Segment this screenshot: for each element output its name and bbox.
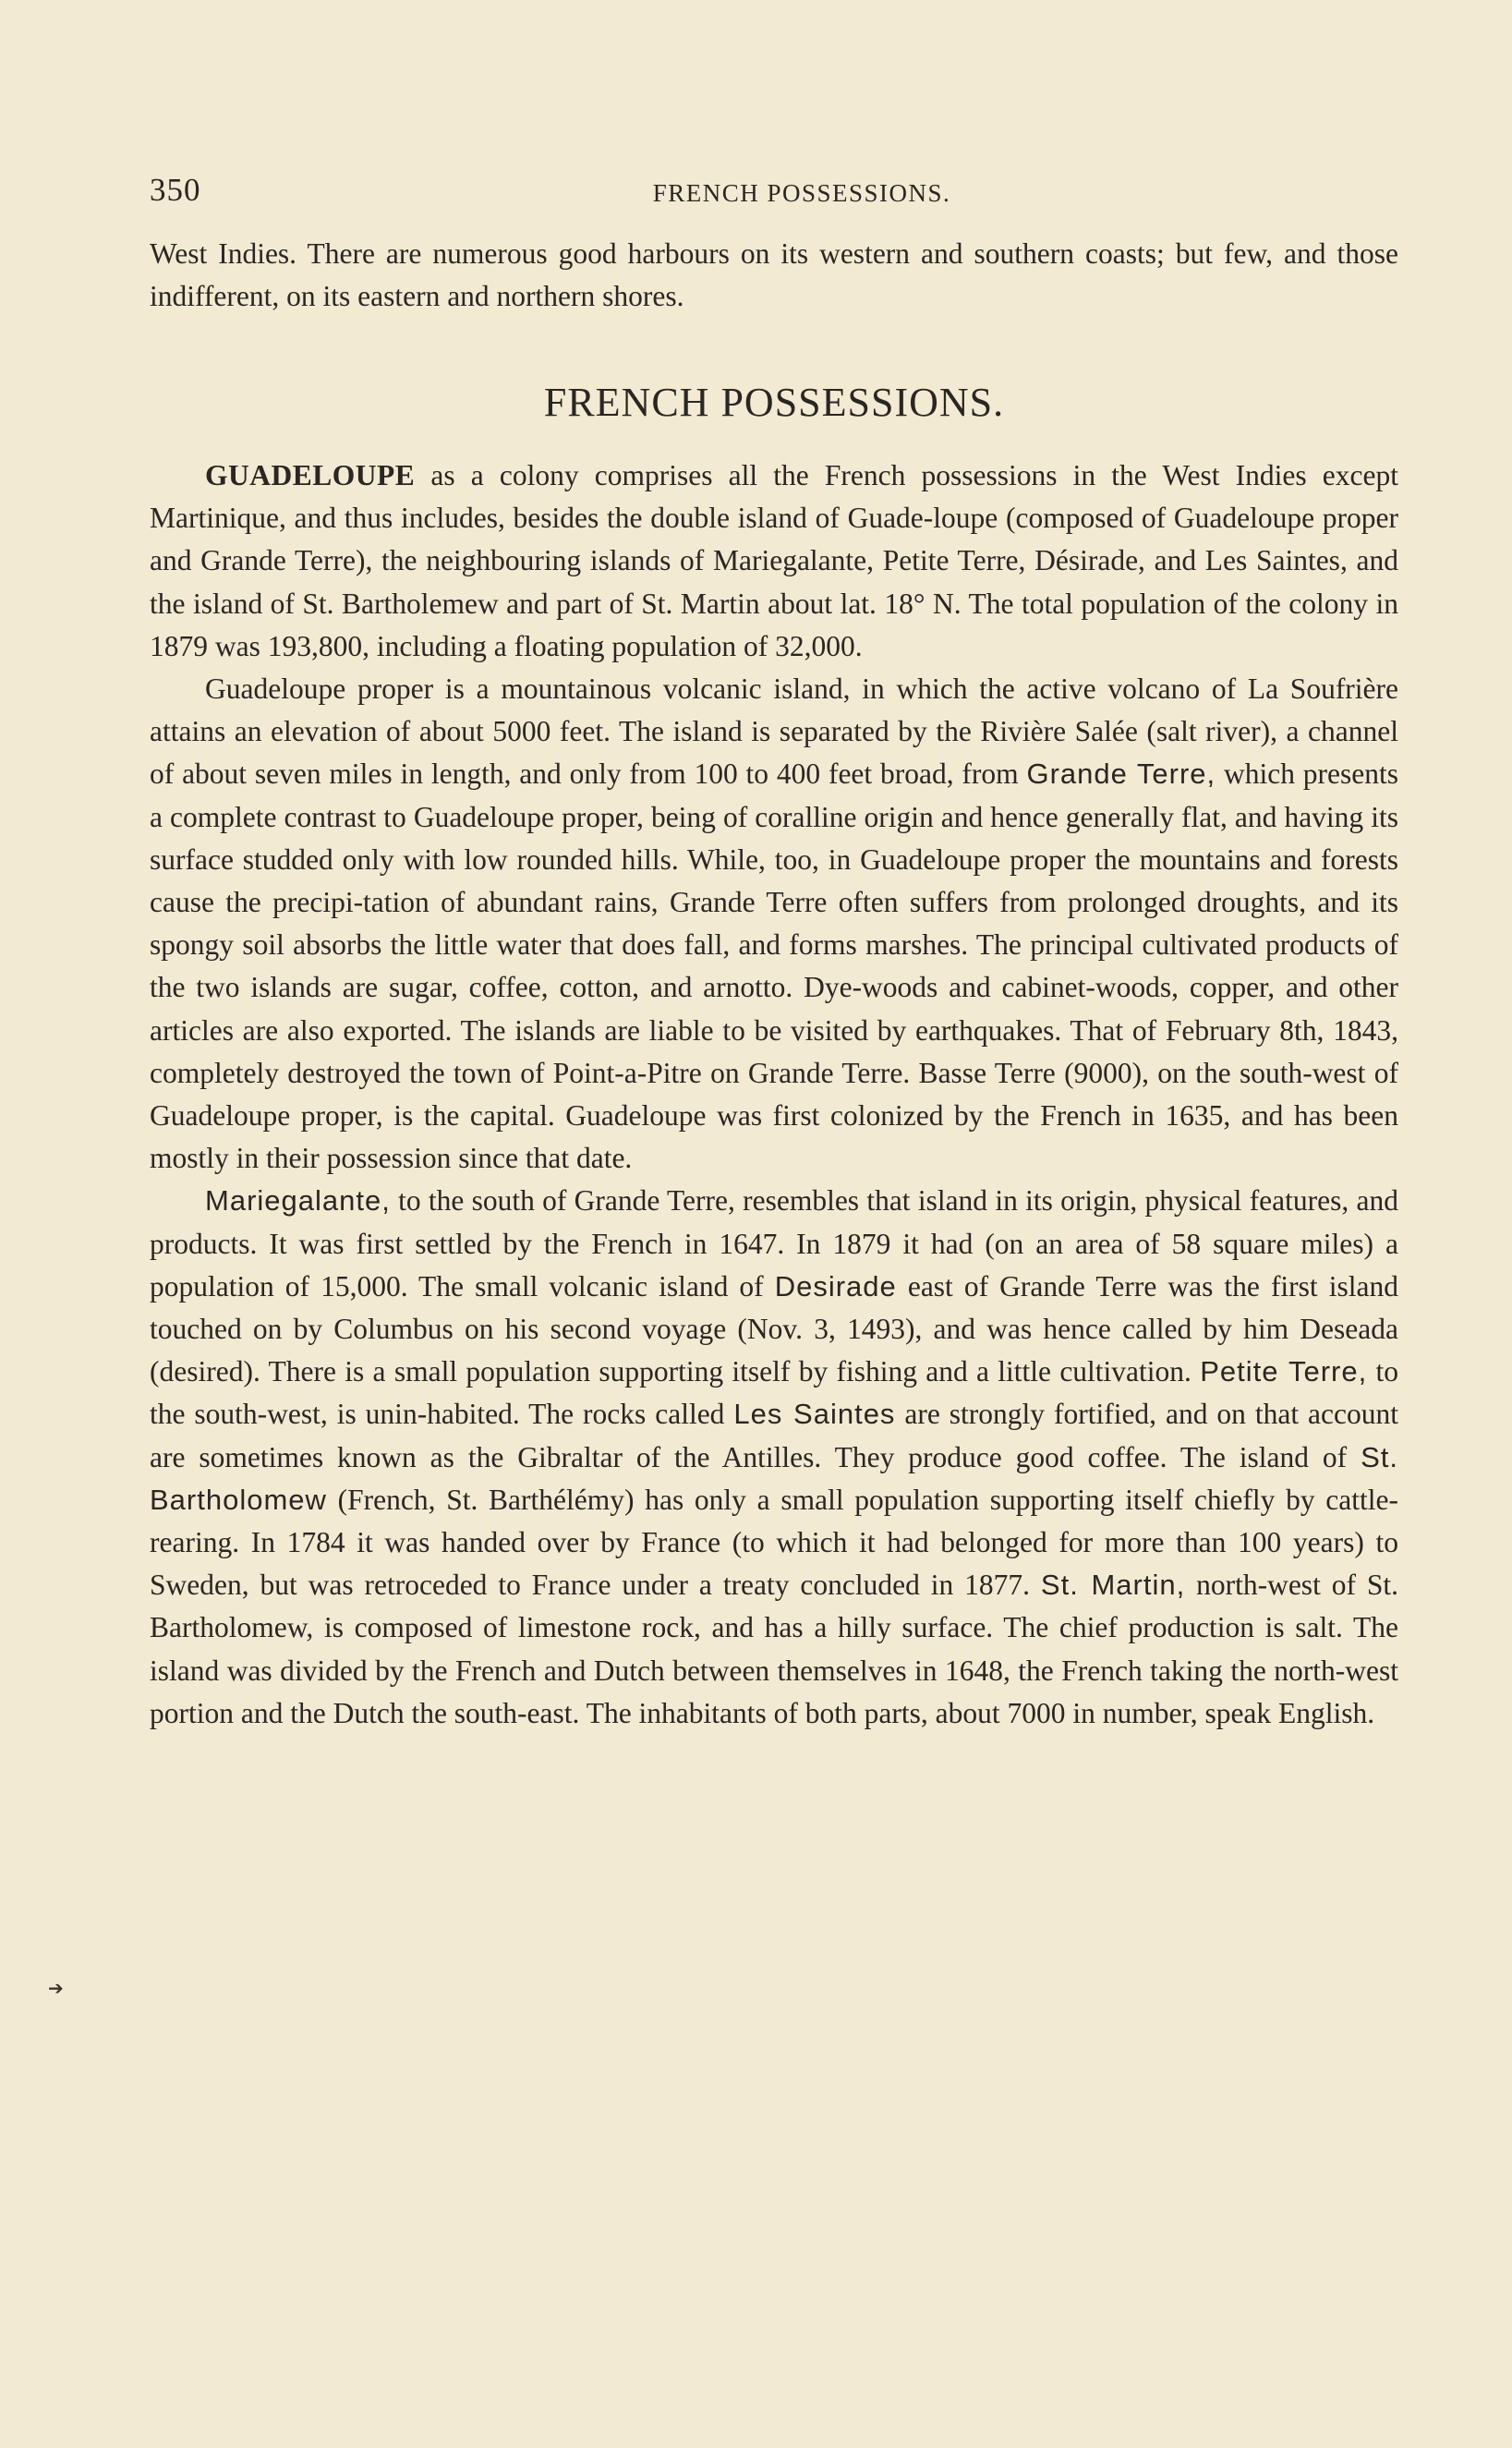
running-title: FRENCH POSSESSIONS. [652, 179, 951, 207]
place-name-petite-terre: Petite Terre, [1200, 1355, 1368, 1388]
paragraph-text: The total population of the colony in 1879 was 193,800, including a floating population of 32,000. [150, 587, 1398, 662]
margin-mark-icon: ➔ [48, 1977, 64, 1999]
paragraph-text: (French, St. Barthélémy) has only a small population supporting itself chiefly by cattle-rearing. In 1784 it was handed over by France (to which it had belonged for more than 100 years) to Sweden, but was retroceded to France under a treaty concluded in 1877. [150, 1483, 1398, 1602]
paragraph-text: east of Grande Terre was the first island touched on by Columbus on his second voyage (Nov. 3, 1493), and was hence called by him Deseada (desired). There is a small population supporting itself by fishing and a little cultivation. [150, 1269, 1398, 1388]
place-name-st-martin: St. Martin, [1040, 1569, 1186, 1602]
paragraph-dependencies [150, 1180, 1398, 1735]
paragraph-text: Guadeloupe proper is a mountainous volcanic island, in which the active volcano of La Soufrière attains an elevation of about 5000 feet. The island is separated by the Rivière Salée (salt river), a channel of about seven miles in length, and only from 100 to 400 feet broad, from [150, 673, 1398, 791]
paragraph-guadeloupe [150, 454, 1398, 668]
place-name-grande-terre: Grande Terre, [1026, 757, 1216, 791]
intro-paragraph-block [150, 233, 1398, 318]
place-name-mariegalante: Mariegalante, [205, 1184, 391, 1218]
place-name-desirade: Desirade [774, 1269, 897, 1303]
paragraph-text: are strongly fortified, and on that account are sometimes known as the Gibraltar of the Antilles. They produce good coffee. The island of [150, 1398, 1398, 1473]
lead-term-guadeloupe: GUADELOUPE [205, 459, 416, 491]
paragraph-text: which presents a complete contrast to Guadeloupe proper, being of coralline origin and hence generally flat, and having its surface studded only with low rounded hills. While, too, in Guadeloupe proper the mountains and forests cause the precipi-tation of abundant rains, Grande Terre often suffers from prolonged droughts, and its spongy soil absorbs the little water that does fall, and forms marshes. The principal cultivated products of the two islands are sugar, coffee, cotton, and arnotto. Dye-woods and cabinet-woods, copper, and other articles are also exported. The islands are liable to be visited by earthquakes. That of February 8th, 1843, completely destroyed the town of Point-a-Pitre on Grande Terre. Basse Terre (9000), on the south-west of Guadeloupe proper, is the capital. Guadeloupe was first colonized by the French in 1635, and has been mostly in their possession since that date. [150, 757, 1399, 1175]
page-number: 350 [150, 172, 201, 208]
place-name-st-bartholomew: St. Bartholomew [150, 1440, 1398, 1516]
section-title: FRENCH POSSESSIONS. [543, 380, 1005, 425]
paragraph-text: as a colony comprises all the French possessions in the West Indies except Martinique, and thus includes, besides the double island of Guade-loupe (composed of Guadeloupe proper and Grande Terre), the neighbouring islands of Mariegalante, Petite Terre, Désirade, and Les Saintes, and the island of St. Bartholemew and part of St. Martin about lat. 18° [150, 459, 1398, 620]
section-body [150, 454, 1398, 1735]
intro-paragraph: West Indies. There are numerous good harbours on its western and southern coasts; but few, and those indifferent, on its eastern and northern shores. [150, 237, 1398, 313]
paragraph-text: north-west of St. Bartholomew, is composed of limestone rock, and has a hilly surface. The chief production is salt. The island was divided by the French and Dutch between themselves in 1648, the French taking the north-west portion and the Dutch the south-east. The inhabitants of both parts, about 7000 in number, speak English. [150, 1569, 1398, 1729]
place-name-les-saintes: Les Saintes [733, 1398, 896, 1431]
paragraph-guadeloupe-proper [150, 668, 1398, 1180]
paragraph-text: to the south of Grande Terre, resembles that island in its origin, physical features, and products. It was first settled by the French in 1647. In 1879 it had (on an area of 58 square miles) a population of 15,000. The small volcanic island of [150, 1184, 1398, 1303]
paragraph-text: to the south-west, is unin-habited. The rocks called [150, 1355, 1398, 1431]
latitude-direction: N. [932, 587, 962, 620]
page-header [150, 172, 1398, 209]
